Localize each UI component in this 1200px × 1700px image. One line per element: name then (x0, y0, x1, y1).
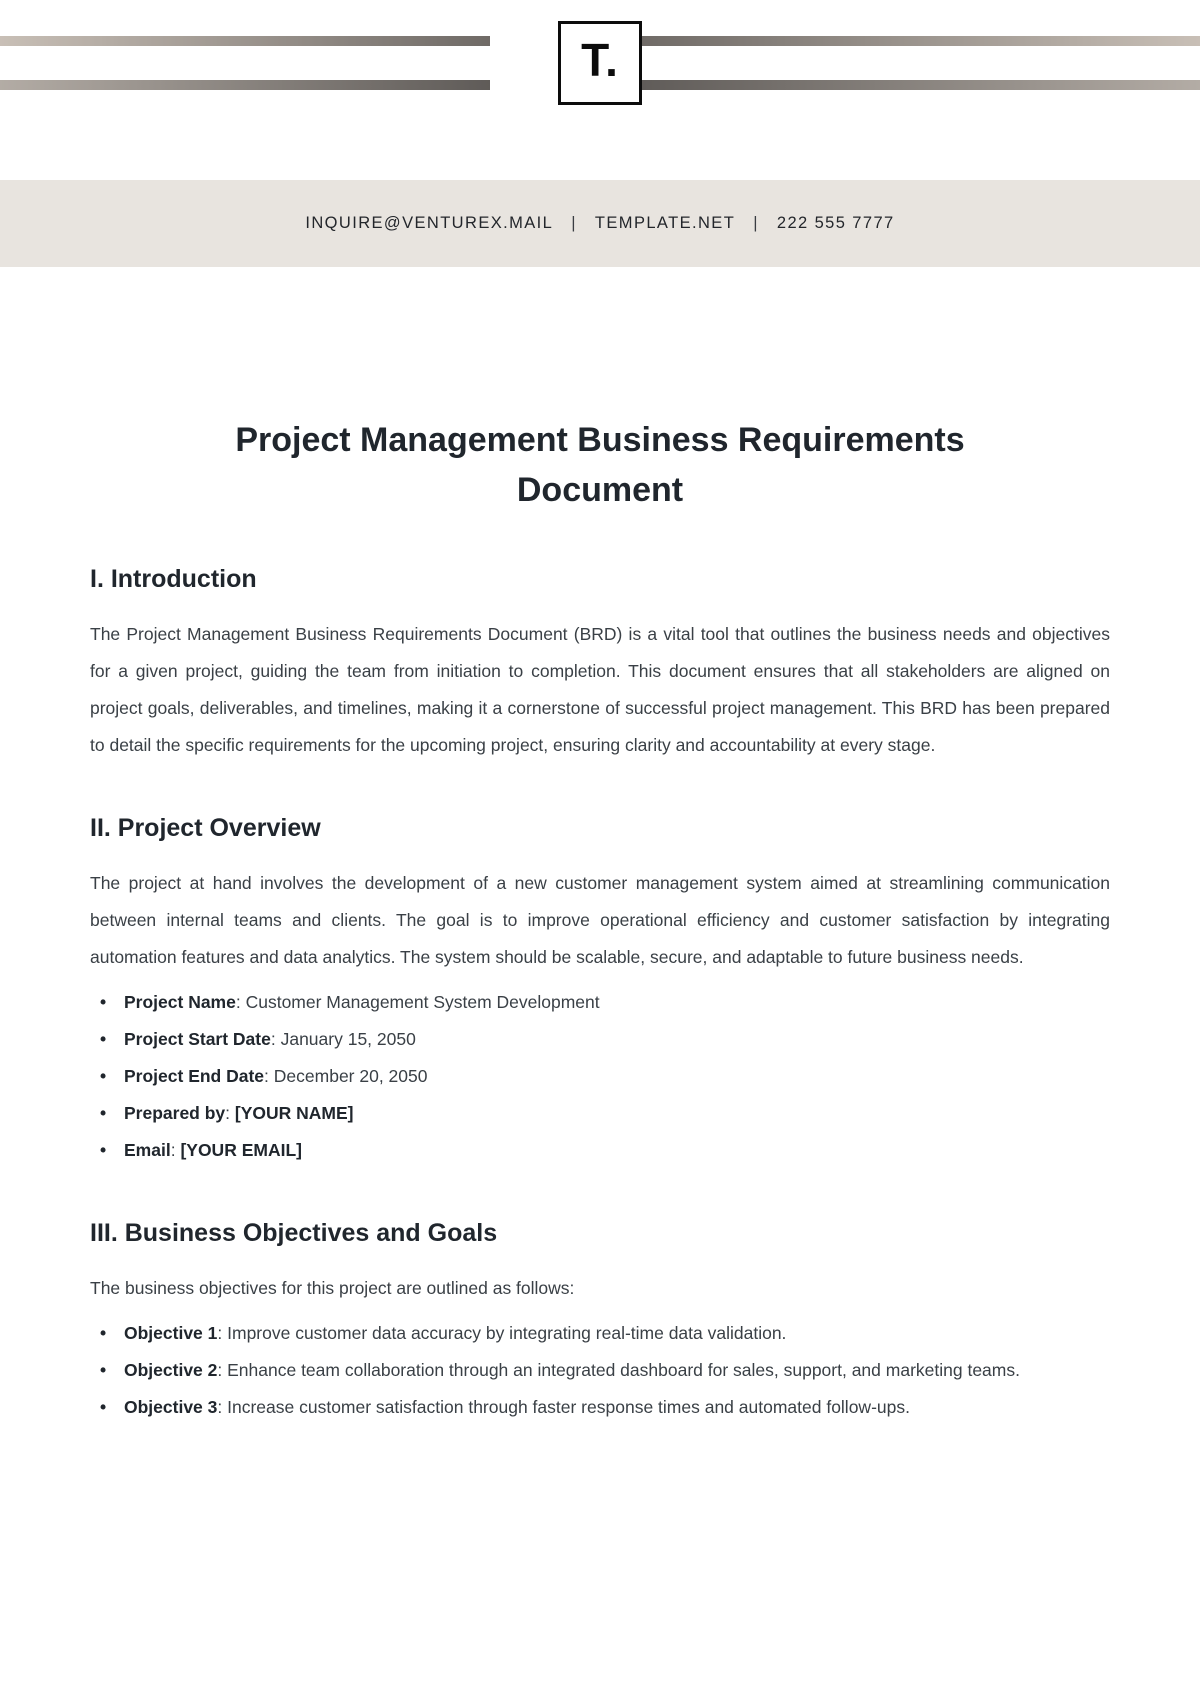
list-item-project-name (100, 984, 1110, 1021)
item-separator: : (225, 1103, 235, 1123)
item-value-placeholder: [YOUR EMAIL] (180, 1140, 302, 1160)
page-title: Project Management Business Requirements Document (235, 421, 965, 509)
list-item-prepared-by (100, 1095, 1110, 1132)
list-item-project-start-date (100, 1021, 1110, 1058)
item-value: January 15, 2050 (280, 1029, 416, 1049)
item-label: Prepared by (124, 1103, 226, 1123)
item-value: Customer Management System Development (245, 992, 600, 1012)
section-heading-introduction: I. Introduction (90, 565, 257, 593)
item-label: Email (124, 1140, 171, 1160)
header-rule-top-right (635, 36, 1200, 46)
introduction-paragraph: The Project Management Business Requirements Document (BRD) is a vital tool that outlines the business needs and objectives for a given project, guiding the team from initiation to completion. This document ensures that all stakeholders are aligned on project goals, deliverables, and timelines, making it a cornerstone of successful project management. This BRD has been prepared to detail the specific requirements for the upcoming project, ensuring clarity and accountability at every stage. (90, 624, 1110, 755)
brand-logo-letter: T. (581, 34, 619, 86)
item-separator: : (235, 992, 246, 1012)
item-label: Objective 3 (124, 1397, 218, 1417)
page-header (0, 0, 1200, 180)
objectives-list (90, 1315, 1110, 1426)
project-overview-paragraph: The project at hand involves the development of a new customer management system aimed at streamlining communication between internal teams and clients. The goal is to improve operational efficiency and customer satisfaction by integrating automation features and data analytics. The system should be scalable, secure, and adaptable to future business needs. (90, 873, 1110, 967)
contact-separator: | (571, 214, 577, 232)
item-value: Improve customer data accuracy by integrating real-time data validation. (227, 1323, 787, 1343)
objectives-lead-paragraph: The business objectives for this project are outlined as follows: (90, 1278, 575, 1298)
list-item-project-end-date (100, 1058, 1110, 1095)
contact-email: INQUIRE@VENTUREX.MAIL (305, 214, 554, 232)
list-item-objective-3 (100, 1389, 1110, 1426)
contact-phone: 222 555 7777 (776, 214, 895, 232)
item-value: December 20, 2050 (273, 1066, 428, 1086)
item-value: Increase customer satisfaction through faster response times and automated follow-ups. (227, 1397, 910, 1417)
item-separator: : (217, 1360, 228, 1380)
item-value: Enhance team collaboration through an integrated dashboard for sales, support, and marketing teams. (227, 1360, 1020, 1380)
document-body (0, 415, 1200, 1426)
header-rule-top-left (0, 36, 490, 46)
list-item-objective-2 (100, 1352, 1110, 1389)
list-item-email (100, 1132, 1110, 1169)
item-separator: : (270, 1029, 281, 1049)
contact-website: TEMPLATE.NET (594, 214, 736, 232)
item-label: Project Start Date (124, 1029, 271, 1049)
contact-band (0, 180, 1200, 267)
item-label: Objective 2 (124, 1360, 218, 1380)
item-separator: : (170, 1140, 181, 1160)
section-heading-business-objectives: III. Business Objectives and Goals (90, 1219, 498, 1247)
header-rule-bottom-right (635, 80, 1200, 90)
brand-logo (558, 21, 642, 105)
item-label: Project End Date (124, 1066, 265, 1086)
list-item-objective-1 (100, 1315, 1110, 1352)
item-value-placeholder: [YOUR NAME] (234, 1103, 354, 1123)
item-label: Project Name (124, 992, 236, 1012)
item-separator: : (264, 1066, 274, 1086)
section-heading-project-overview: II. Project Overview (90, 814, 321, 842)
header-rule-bottom-left (0, 80, 490, 90)
contact-separator: | (753, 214, 759, 232)
item-label: Objective 1 (124, 1323, 218, 1343)
project-details-list (90, 984, 1110, 1169)
item-separator: : (217, 1397, 228, 1417)
item-separator: : (217, 1323, 228, 1343)
